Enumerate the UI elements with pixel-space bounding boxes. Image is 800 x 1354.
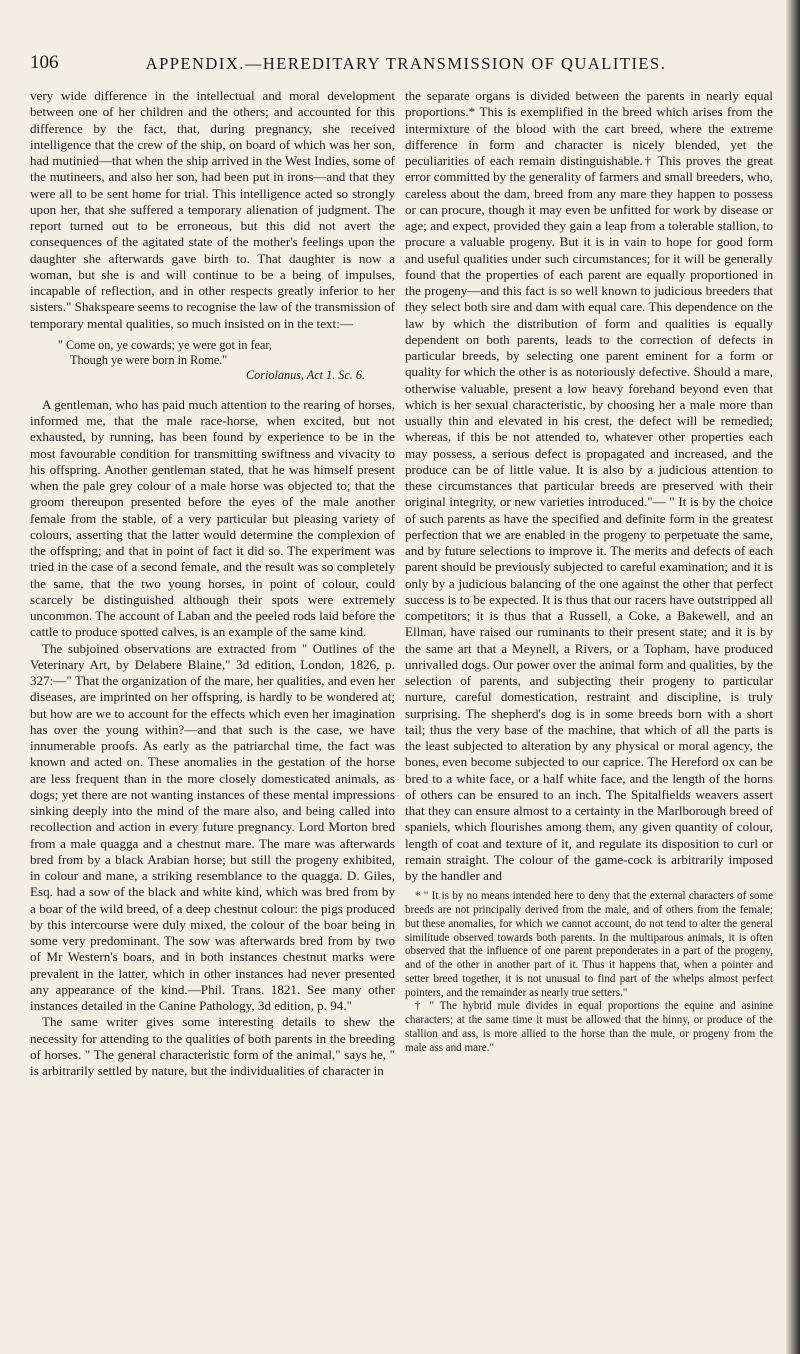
quote-citation: Coriolanus, Act 1. Sc. 6. — [246, 367, 365, 382]
left-paragraph-3: The subjoined observations are extracted from " Outlines of the Veterinary Art, by Delabere Blaine," 3d edition, London, 1826, p. 327:—" That the organization of the mare, her qualities, and even her diseases, are imprinted on her offspring, is hardly to be wondered at; but how are we to account for the effects which even her imagination has over the young within?—and that such is the case, we have innumerable proofs. As early as the patriarchal time, the fact was known and acted on. These anomalies in the gestation of the horse are less frequent than in the more closely domesticated animals, as dogs; yet there are not wanting instances of these mental impressions sinking deeply into the mind of the mare also, and being called into recollection and action in every future pregnancy. Lord Morton bred from a male quagga and a chestnut mare. The mare was afterwards bred from by a black Arabian horse; but still the progeny exhibited, in colour and mane, a striking resemblance to the quagga. D. Giles, Esq. had a sow of the black and white kind, which was bred from by a boar of the wild breed, of a deep chestnut colour: the pigs produced by this intercourse were duly mixed, the colour of the boar being in some very predominant. The sow was afterwards bred from by two of Mr Western's boars, and in both instances chestnut marks were prevalent in the latter, which in other instances had never presented any appearance of the kind.—Phil. Trans. 1821. See many other instances detailed in the Canine Pathology, 3d edition, p. 94." — [30, 640, 395, 1013]
left-paragraph-4: The same writer gives some interesting details to shew the necessity for attending to the qualities of both parents in the breeding of horses. " The general characteristic form of the animal," says he, " is arbitrarily settled by nature, but the individualities of character in — [30, 1014, 395, 1078]
coriolanus-quote — [58, 338, 395, 383]
left-paragraph-2: A gentleman, who has paid much attention to the rearing of horses, informed me, that the male race-horse, when excited, but not exhausted, by running, has been found by experience to be in the most favourable condition for transmitting swiftness and vivacity to his offspring. Another gentleman stated, that he was himself present when the pale grey colour of a male horse was objected to; that the groom thereupon presented before the eyes of the male another female from the stable, of a very particular but pleasing variety of colours, asserting that the latter would determine the complexion of the offspring; and that in point of fact it did so. The experiment was tried in the case of a second female, and the result was so completely the same, that the two young horses, in point of colour, could scarcely be distinguished although their spots were extremely uncommon. The account of Laban and the peeled rods laid before the cattle to produce spotted calves, is an example of the same kind. — [30, 396, 395, 640]
page-header — [30, 52, 782, 78]
left-paragraph-1: very wide difference in the intellectual and moral development between one of her children and the others; and accounted for this difference by the fact, that, during pregnancy, she received intelligence that the crew of the ship, on board of which was her son, had mutinied—that when the ship arrived in the West Indies, some of the mutineers, and also her son, had been put in irons—and that they were all to be sent home for trial. This intelligence acted so strongly upon her, that she suffered a temporary alienation of judgment. The report turned out to be erroneous, but this did not avert the consequences of the agitated state of the mother's feelings upon the daughter she afterwards gave birth to. That daughter is now a woman, but she is and will continue to be a being of impulses, incapable of reflection, and in other respects greatly inferior to her sisters." Shakspeare seems to recognise the law of the transmission of temporary mental qualities, so much insisted on in the text:— — [30, 88, 395, 331]
left-column — [30, 88, 395, 1338]
quote-line-2: Though ye were born in Rome." — [70, 352, 228, 367]
footnotes — [405, 890, 773, 1055]
page-edge-shadow — [786, 0, 800, 1354]
page-number: 106 — [30, 52, 59, 73]
footnote-1: * " It is by no means intended here to deny that the external characters of some breeds are not principally derived from the male, and of others from the female; but these anomalies, for which we cannot account, do not tend to alter the general similitude observed towards both parents. In the multiparous animals, it is often observed that the influence of one parent preponderates in a part of the progeny, and of the other in another part of it. Thus it happens that, when a pointer and setter breed together, it is not unusual to find part of the whelps almost perfect pointers, and the remainder as nearly true setters." — [405, 890, 773, 999]
footnote-2: † " The hybrid mule divides in equal proportions the equine and asinine characters; at the same time it must be allowed that the hinny, or produce of the stallion and ass, is more allied to the horse than the mule, or progeny from the male ass and mare." — [405, 1000, 773, 1054]
right-column — [405, 88, 773, 1338]
quote-line-1: " Come on, ye cowards; ye were got in fear, — [58, 337, 272, 352]
running-head: APPENDIX.—HEREDITARY TRANSMISSION OF QUALITIES. — [145, 54, 667, 73]
right-paragraph-1: the separate organs is divided between the parents in nearly equal proportions.* This is exemplified in the breed which arises from the intermixture of the blood with the cart breed, where the extreme difference in form and character is nicely blended, yet the peculiarities of each remain distinguishable.† This proves the great error committed by the generality of farmers and small breeders, who, careless about the dam, breed from any mare they happen to possess or can procure, though it may even be unfitted for work by disease or age; and expect, provided they gain a leap from a tolerable stallion, to procure a valuable progeny. But it is in vain to hope for good form and useful qualities under such circumstances; for it will be generally found that the properties of each parent are equally proportioned in the progeny—and this fact is so well known to judicious breeders that they select both sire and dam with equal care. This dependence on the law by which the distribution of form and qualities is equally dependent on both parents, leads to the correction of defects in particular breeds, by selecting one parent eminent for a form or quality for which the other is as notoriously defective. Should a mare, otherwise valuable, present a low heavy forehand beyond even that which is her sexual characteristic, by choosing her a male more than usually thin and elevated in his crest, the defect will be remedied; whereas, if this be not attended to, whatever other properties each may possess, a serious defect is propagated and increased, and the produce can be of little value. It is also by a judicious attention to these circumstances that particular breeds are preserved with their original integrity, or new varieties introduced."— " It is by the choice of such parents as have the specified and definite form in the greatest perfection that we are enabled in the progeny to perpetuate the same, and by future selections to improve it. The merits and defects of each parent should be previously subjected to careful examination; and it is only by a judicious balancing of the one against the other that perfect success is to be expected. It is thus that our racers have outstripped all competitors; it is thus that a Russell, a Coke, a Bakewell, and an Ellman, have raised our ruminants to their present state; and it is by the same art that a Meynell, a Rivers, or a Topham, have produced unrivalled dogs. Our power over the animal form and qualities, by the selection of parents, and subjecting their progeny to particular nurture, careful domestication, restraint and discipline, is truly surprising. The shepherd's dog is in some breeds born with a short tail; thus the very base of the machine, that which of all the parts is the least subjected to alteration by any physical or moral agency, the bones, even become subjected to our caprice. The Hereford ox can be bred to a white face, or a half white face, and the length of the horns of others can be ensured to an inch. The Spitalfields weavers assert that they can ensure almost to a certainty in the Marlborough breed of spaniels, which flourishes among them, any given quantity of colour, length of coat and texture of it, and regulate its disposition to curl or remain straight. The colour of the game-cock is arbitrarily imposed by the handler and — [405, 88, 773, 883]
